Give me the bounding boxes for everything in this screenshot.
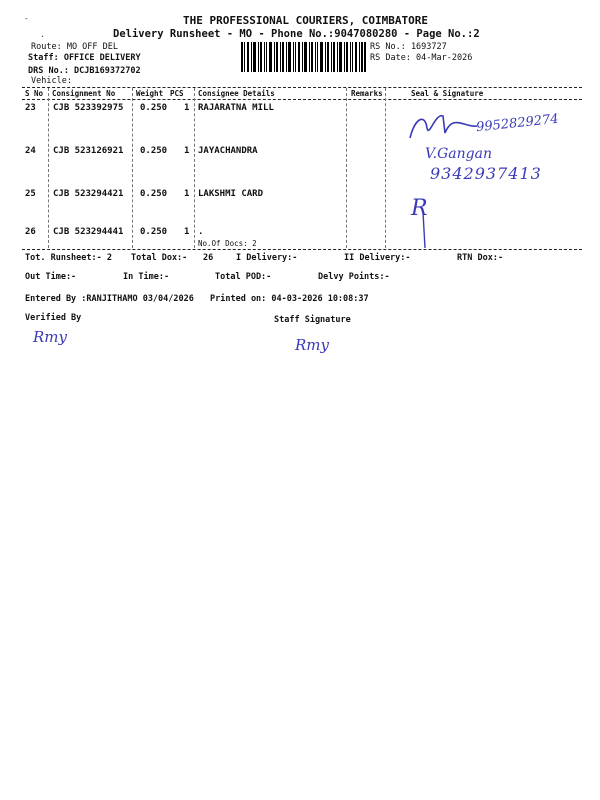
- rs-number: RS No.: 1693727: [370, 42, 447, 52]
- handwritten-phone: 9342937413: [430, 164, 542, 183]
- col-pcs: PCS: [170, 89, 184, 98]
- row-pcs: 1: [184, 146, 190, 156]
- col-consignee: Consignee Details: [198, 89, 275, 98]
- row-consignment-no: CJB 523126921: [53, 146, 124, 156]
- table-header-rule: [22, 99, 582, 100]
- runsheet-subtitle: Delivery Runsheet - MO - Phone No.:9047080280 - Page No.:2: [113, 28, 480, 40]
- row-pcs: 1: [184, 227, 190, 237]
- staff-label: Staff: OFFICE DELIVERY: [28, 53, 141, 63]
- handwritten-mark: R: [411, 196, 428, 221]
- row-weight: 0.250: [140, 146, 168, 156]
- drs-number: DRS No.: DCJB169372702: [28, 66, 141, 76]
- handwritten-phone: 9952829274: [475, 111, 560, 136]
- col-seal-signature: Seal & Signature: [411, 89, 484, 98]
- verified-by-label: Verified By: [25, 313, 82, 323]
- out-time: Out Time:-: [25, 272, 77, 282]
- vehicle-label: Vehicle:: [31, 76, 72, 86]
- no-of-docs: No.Of Docs: 2: [198, 239, 257, 248]
- ii-delivery: II Delivery:-: [344, 253, 411, 263]
- row-consignment-no: CJB 523392975: [53, 103, 124, 113]
- verified-signature: Rmy: [33, 328, 67, 346]
- row-consignee: .: [198, 227, 204, 237]
- row-sno: 25: [25, 189, 36, 199]
- scan-mark: -: [24, 14, 29, 23]
- column-divider: [48, 88, 49, 248]
- column-divider: [385, 88, 386, 248]
- total-dox-value: 26: [203, 253, 214, 263]
- handwritten-name: V.Gangan: [425, 146, 492, 162]
- column-divider: [346, 88, 347, 248]
- row-consignment-no: CJB 523294441: [53, 227, 124, 237]
- row-consignee: LAKSHMI CARD: [198, 189, 264, 199]
- row-weight: 0.250: [140, 189, 168, 199]
- i-delivery: I Delivery:-: [236, 253, 298, 263]
- entered-by: Entered By :RANJITHAMO 03/04/2026: [25, 294, 194, 304]
- tot-runsheet: Tot. Runsheet:- 2: [25, 253, 112, 263]
- col-weight: Weight: [136, 89, 164, 98]
- column-divider: [194, 88, 195, 248]
- route-label: Route: MO OFF DEL: [31, 42, 118, 52]
- handwritten-stroke: [415, 210, 435, 250]
- staff-signature: Rmy: [295, 336, 329, 354]
- document-title: THE PROFESSIONAL COURIERS, COIMBATORE: [183, 14, 429, 27]
- col-remarks: Remarks: [351, 89, 383, 98]
- row-weight: 0.250: [140, 227, 168, 237]
- total-pod: Total POD:-: [215, 272, 272, 282]
- col-consignment: Consignment No: [52, 89, 116, 98]
- printed-on: Printed on: 04-03-2026 10:08:37: [210, 294, 369, 304]
- barcode: [241, 42, 366, 72]
- staff-signature-label: Staff Signature: [274, 315, 351, 325]
- col-sno: S No: [25, 89, 44, 98]
- table-top-rule: [22, 87, 582, 88]
- row-consignee: JAYACHANDRA: [198, 146, 258, 156]
- total-dox-label: Total Dox:-: [131, 253, 188, 263]
- table-bottom-rule: [22, 249, 582, 250]
- in-time: In Time:-: [123, 272, 170, 282]
- row-sno: 26: [25, 227, 36, 237]
- scan-mark: .: [40, 30, 45, 39]
- row-consignment-no: CJB 523294421: [53, 189, 124, 199]
- row-sno: 24: [25, 146, 36, 156]
- row-pcs: 1: [184, 189, 190, 199]
- delvy-points: Delvy Points:-: [318, 272, 390, 282]
- rs-date: RS Date: 04-Mar-2026: [370, 53, 473, 63]
- row-pcs: 1: [184, 103, 190, 113]
- row-weight: 0.250: [140, 103, 168, 113]
- row-sno: 23: [25, 103, 36, 113]
- rtn-dox: RTN Dox:-: [457, 253, 504, 263]
- row-consignee: RAJARATNA MILL: [198, 103, 274, 113]
- column-divider: [132, 88, 133, 248]
